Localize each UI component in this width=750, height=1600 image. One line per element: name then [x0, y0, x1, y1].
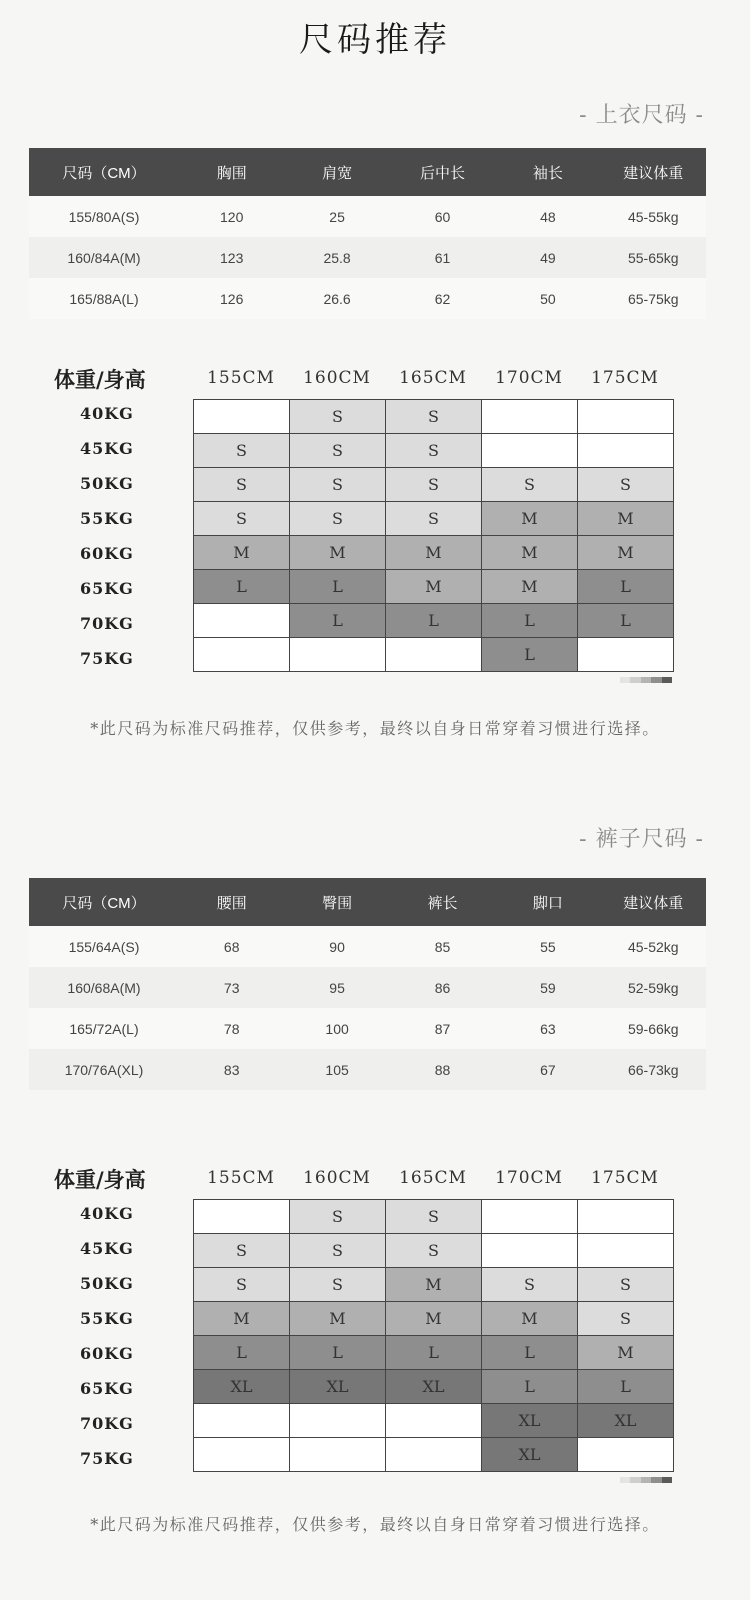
grid-row	[194, 604, 674, 638]
size-cell: L	[482, 1336, 578, 1370]
size-cell: S	[386, 468, 482, 502]
weight-row-label: 40KG	[80, 1204, 134, 1223]
table-cell: 105	[284, 1049, 389, 1090]
height-column-label: 170CM	[495, 368, 563, 388]
column-header: 裤长	[390, 878, 495, 926]
column-header: 袖长	[495, 148, 600, 196]
size-cell: S	[482, 468, 578, 502]
top-size-grid-block	[0, 364, 750, 724]
grid-row	[194, 502, 674, 536]
column-header: 尺码（CM）	[29, 148, 179, 196]
grid-row	[194, 536, 674, 570]
size-cell: L	[578, 570, 674, 604]
size-cell: S	[386, 1234, 482, 1268]
table-cell: 160/68A(M)	[29, 967, 179, 1008]
table-cell: 66-73kg	[601, 1049, 706, 1090]
column-header: 胸围	[179, 148, 284, 196]
height-column-label: 160CM	[303, 1168, 371, 1188]
table-cell: 155/80A(S)	[29, 196, 179, 237]
column-header: 后中长	[390, 148, 495, 196]
height-column-label: 165CM	[399, 368, 467, 388]
size-cell: S	[578, 1302, 674, 1336]
size-cell	[578, 638, 674, 672]
size-cell: M	[386, 1268, 482, 1302]
shade-legend	[620, 1477, 672, 1483]
table-cell: 25	[284, 196, 389, 237]
table-cell: 120	[179, 196, 284, 237]
column-header: 建议体重	[601, 148, 706, 196]
table-cell: 61	[390, 237, 495, 278]
table-cell: 123	[179, 237, 284, 278]
table-cell: 26.6	[284, 278, 389, 319]
table-cell: 60	[390, 196, 495, 237]
table-cell: 63	[495, 1008, 600, 1049]
table-cell: 88	[390, 1049, 495, 1090]
size-cell: XL	[578, 1404, 674, 1438]
size-cell: L	[482, 604, 578, 638]
legend-swatch	[620, 1477, 630, 1483]
weight-row-label: 60KG	[80, 544, 134, 563]
grid-row	[194, 1268, 674, 1302]
grid-row	[194, 1370, 674, 1404]
table-row	[29, 926, 706, 967]
legend-swatch	[641, 677, 651, 683]
size-cell: XL	[482, 1404, 578, 1438]
column-header: 臀围	[284, 878, 389, 926]
legend-swatch	[641, 1477, 651, 1483]
size-cell: S	[290, 1200, 386, 1234]
size-cell	[482, 434, 578, 468]
legend-swatch	[620, 677, 630, 683]
legend-swatch	[662, 1477, 672, 1483]
table-cell: 59	[495, 967, 600, 1008]
size-cell: XL	[290, 1370, 386, 1404]
size-cell: L	[290, 570, 386, 604]
table-cell: 165/72A(L)	[29, 1008, 179, 1049]
size-grid	[193, 399, 674, 672]
weight-row-label: 55KG	[80, 1309, 134, 1328]
size-cell: XL	[482, 1438, 578, 1472]
table-header-row	[29, 148, 706, 196]
grid-row	[194, 1404, 674, 1438]
weight-row-label: 50KG	[80, 474, 134, 493]
size-cell	[194, 1404, 290, 1438]
table-cell: 86	[390, 967, 495, 1008]
size-cell: S	[290, 502, 386, 536]
top-size-table	[29, 148, 706, 319]
table-cell: 78	[179, 1008, 284, 1049]
size-cell: S	[290, 434, 386, 468]
column-header: 建议体重	[601, 878, 706, 926]
size-cell: S	[386, 502, 482, 536]
table-row	[29, 1049, 706, 1090]
height-column-label: 155CM	[207, 1168, 275, 1188]
size-cell	[578, 434, 674, 468]
table-cell: 95	[284, 967, 389, 1008]
size-cell: M	[290, 1302, 386, 1336]
size-cell	[290, 638, 386, 672]
size-cell: S	[194, 502, 290, 536]
table-cell: 45-52kg	[601, 926, 706, 967]
table-cell: 49	[495, 237, 600, 278]
grid-row	[194, 638, 674, 672]
size-cell	[194, 400, 290, 434]
size-cell: S	[386, 400, 482, 434]
bottom-size-note: *此尺码为标准尺码推荐，仅供参考，最终以自身日常穿着习惯进行选择。	[90, 1515, 660, 1534]
size-cell: S	[386, 434, 482, 468]
table-row	[29, 1008, 706, 1049]
legend-swatch	[651, 1477, 661, 1483]
bottom-size-table	[29, 878, 706, 1090]
size-cell: S	[290, 400, 386, 434]
size-cell	[290, 1438, 386, 1472]
page-title: 尺码推荐	[299, 20, 451, 60]
height-column-label: 175CM	[591, 368, 659, 388]
size-cell: XL	[386, 1370, 482, 1404]
column-header: 肩宽	[284, 148, 389, 196]
size-cell: L	[386, 1336, 482, 1370]
size-cell	[386, 1438, 482, 1472]
size-cell: M	[386, 570, 482, 604]
size-cell: M	[482, 570, 578, 604]
size-cell	[386, 1404, 482, 1438]
size-cell	[578, 1438, 674, 1472]
size-cell: M	[578, 536, 674, 570]
size-cell: M	[386, 536, 482, 570]
table-cell: 52-59kg	[601, 967, 706, 1008]
table-header-row	[29, 878, 706, 926]
table-cell: 50	[495, 278, 600, 319]
table-row	[29, 237, 706, 278]
height-column-label: 155CM	[207, 368, 275, 388]
table-cell: 83	[179, 1049, 284, 1090]
bottom-size-grid-block	[0, 1164, 750, 1524]
table-cell: 68	[179, 926, 284, 967]
table-cell: 55-65kg	[601, 237, 706, 278]
size-cell: M	[578, 502, 674, 536]
weight-row-label: 45KG	[80, 1239, 134, 1258]
size-cell: L	[290, 604, 386, 638]
table-cell: 55	[495, 926, 600, 967]
size-grid	[193, 1199, 674, 1472]
table-cell: 87	[390, 1008, 495, 1049]
size-cell	[578, 400, 674, 434]
size-cell	[482, 400, 578, 434]
size-cell: M	[194, 1302, 290, 1336]
size-cell: L	[578, 1370, 674, 1404]
size-cell	[194, 604, 290, 638]
size-cell: S	[194, 434, 290, 468]
weight-row-label: 65KG	[80, 579, 134, 598]
grid-row	[194, 434, 674, 468]
size-cell: L	[386, 604, 482, 638]
weight-row-label: 75KG	[80, 649, 134, 668]
grid-row	[194, 1302, 674, 1336]
weight-row-label: 75KG	[80, 1449, 134, 1468]
size-cell	[386, 638, 482, 672]
weight-row-label: 65KG	[80, 1379, 134, 1398]
legend-swatch	[662, 677, 672, 683]
size-cell: S	[194, 1268, 290, 1302]
height-column-label: 170CM	[495, 1168, 563, 1188]
column-header: 腰围	[179, 878, 284, 926]
table-cell: 65-75kg	[601, 278, 706, 319]
table-cell: 126	[179, 278, 284, 319]
size-cell: S	[194, 1234, 290, 1268]
size-cell: S	[578, 468, 674, 502]
table-row	[29, 278, 706, 319]
legend-swatch	[630, 677, 640, 683]
height-column-label: 165CM	[399, 1168, 467, 1188]
size-cell: M	[578, 1336, 674, 1370]
size-cell: S	[194, 468, 290, 502]
grid-corner-label: 体重/身高	[54, 1167, 146, 1192]
grid-row	[194, 468, 674, 502]
size-cell: M	[482, 502, 578, 536]
size-cell: S	[386, 1200, 482, 1234]
top-size-note: *此尺码为标准尺码推荐，仅供参考，最终以自身日常穿着习惯进行选择。	[90, 719, 660, 738]
table-cell: 62	[390, 278, 495, 319]
table-cell: 155/64A(S)	[29, 926, 179, 967]
weight-row-label: 45KG	[80, 439, 134, 458]
table-row	[29, 967, 706, 1008]
size-cell: M	[290, 536, 386, 570]
legend-swatch	[630, 1477, 640, 1483]
top-section-title: - 上衣尺码 -	[579, 103, 704, 128]
size-cell	[194, 1438, 290, 1472]
size-cell: S	[578, 1268, 674, 1302]
legend-swatch	[651, 677, 661, 683]
size-cell	[482, 1200, 578, 1234]
table-cell: 73	[179, 967, 284, 1008]
grid-row	[194, 1438, 674, 1472]
size-cell	[194, 638, 290, 672]
grid-corner-label: 体重/身高	[54, 367, 146, 392]
weight-row-label: 70KG	[80, 1414, 134, 1433]
grid-row	[194, 1234, 674, 1268]
table-cell: 85	[390, 926, 495, 967]
weight-row-label: 55KG	[80, 509, 134, 528]
size-cell: L	[290, 1336, 386, 1370]
size-cell: M	[482, 1302, 578, 1336]
size-cell: L	[482, 638, 578, 672]
table-row	[29, 196, 706, 237]
table-cell: 48	[495, 196, 600, 237]
table-cell: 100	[284, 1008, 389, 1049]
table-cell: 90	[284, 926, 389, 967]
height-column-label: 160CM	[303, 368, 371, 388]
grid-row	[194, 1336, 674, 1370]
size-cell: L	[578, 604, 674, 638]
grid-row	[194, 570, 674, 604]
size-cell	[578, 1200, 674, 1234]
size-cell: S	[482, 1268, 578, 1302]
grid-row	[194, 400, 674, 434]
size-cell: M	[386, 1302, 482, 1336]
size-cell: XL	[194, 1370, 290, 1404]
size-cell	[290, 1404, 386, 1438]
weight-row-label: 40KG	[80, 404, 134, 423]
size-cell	[194, 1200, 290, 1234]
weight-row-label: 60KG	[80, 1344, 134, 1363]
size-cell: L	[194, 1336, 290, 1370]
height-column-label: 175CM	[591, 1168, 659, 1188]
bottom-section-title: - 裤子尺码 -	[579, 827, 704, 852]
table-cell: 160/84A(M)	[29, 237, 179, 278]
table-cell: 59-66kg	[601, 1008, 706, 1049]
size-cell	[578, 1234, 674, 1268]
weight-row-label: 50KG	[80, 1274, 134, 1293]
size-cell: S	[290, 1234, 386, 1268]
table-cell: 67	[495, 1049, 600, 1090]
weight-row-label: 70KG	[80, 614, 134, 633]
size-cell: S	[290, 468, 386, 502]
table-cell: 170/76A(XL)	[29, 1049, 179, 1090]
size-cell: S	[290, 1268, 386, 1302]
table-cell: 25.8	[284, 237, 389, 278]
size-cell: L	[194, 570, 290, 604]
grid-row	[194, 1200, 674, 1234]
size-cell	[482, 1234, 578, 1268]
table-cell: 45-55kg	[601, 196, 706, 237]
column-header: 脚口	[495, 878, 600, 926]
shade-legend	[620, 677, 672, 683]
size-cell: M	[194, 536, 290, 570]
size-cell: L	[482, 1370, 578, 1404]
table-cell: 165/88A(L)	[29, 278, 179, 319]
column-header: 尺码（CM）	[29, 878, 179, 926]
size-cell: M	[482, 536, 578, 570]
